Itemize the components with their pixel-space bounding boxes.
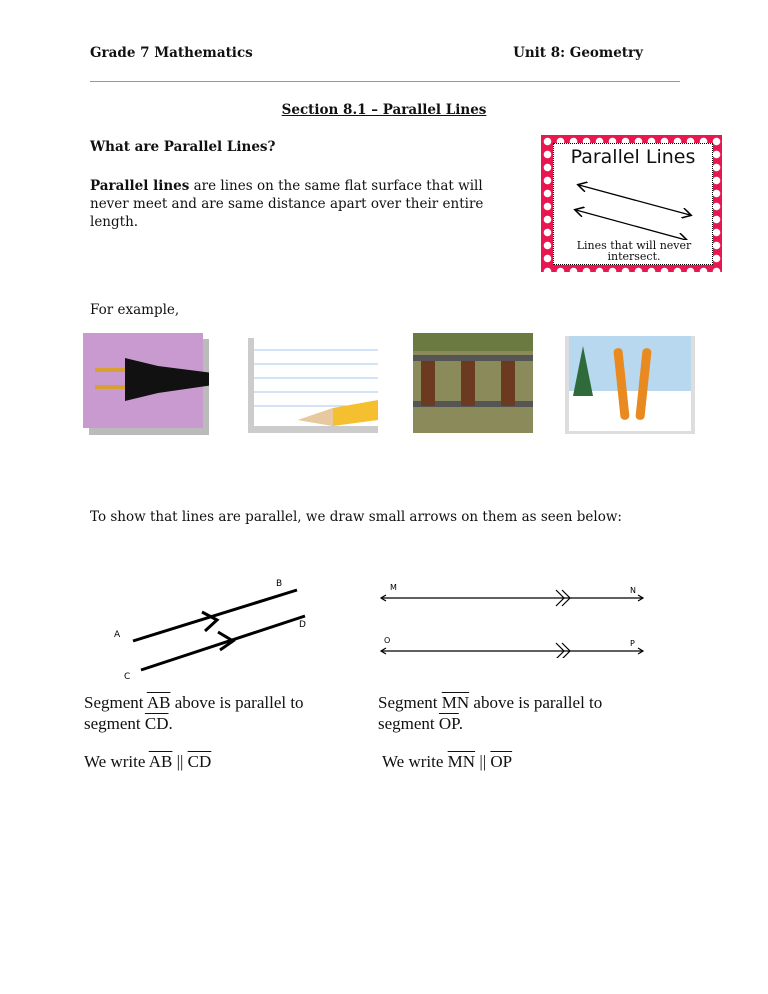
caption-text: above is parallel to (469, 693, 603, 712)
segment-ab: $\overline{AB}$ (146, 693, 171, 712)
parallel-symbol: || (475, 752, 491, 771)
label-o: O (384, 636, 391, 645)
notebook-pencil-image (248, 338, 378, 433)
card-inner (553, 143, 713, 265)
railroad-track-image (413, 333, 533, 433)
skis-image (565, 336, 695, 434)
plug-image (83, 333, 209, 435)
label-b: B (276, 579, 283, 589)
label-c: C (124, 672, 131, 682)
segment-op: $\overline{OP}$ (490, 752, 513, 771)
caption-text: Segment (84, 693, 147, 712)
segment-cd: $\overline{CD}$ (144, 714, 169, 733)
caption-text: segment (84, 714, 145, 733)
label-m: M (390, 583, 397, 592)
caption-text: above is parallel to (170, 693, 304, 712)
caption-text: . (168, 714, 173, 733)
parallel-lines-card (541, 135, 722, 272)
section-title-wrap (0, 102, 768, 118)
definition-term: Parallel lines (90, 178, 190, 194)
diagram1-caption (84, 692, 304, 772)
lines-mn-op-diagram (378, 578, 648, 658)
section-title: Section 8.1 – Parallel Lines (281, 102, 487, 118)
segments-ab-cd-diagram (105, 575, 315, 685)
definition-paragraph (90, 177, 510, 231)
segment-op: $\overline{OP}$ (438, 714, 459, 733)
label-n: N (630, 586, 636, 595)
card-arrows-icon (554, 170, 712, 240)
card-caption: Lines that will never intersect. (576, 239, 692, 263)
segment-mn: $\overline{MN}$ (447, 752, 476, 771)
header-course: Grade 7 Mathematics (90, 45, 253, 61)
caption-text: We write (382, 752, 448, 771)
diagram2-caption (378, 692, 602, 772)
label-d: D (299, 620, 306, 630)
caption-text: Segment (378, 693, 442, 712)
caption-text: segment (378, 714, 439, 733)
question-heading: What are Parallel Lines? (90, 139, 276, 155)
parallel-symbol: || (172, 752, 188, 771)
label-p: P (630, 639, 635, 648)
label-a: A (114, 630, 121, 640)
header-divider (90, 81, 680, 82)
segment-mn: $\overline{MN}$ (441, 693, 470, 712)
caption-text: . (458, 714, 464, 733)
show-arrows-text: To show that lines are parallel, we draw small arrows on them as seen below: (90, 509, 622, 525)
segment-ab: $\overline{AB}$ (148, 752, 173, 771)
card-title: Parallel Lines (570, 146, 696, 168)
segment-cd: $\overline{CD}$ (187, 752, 212, 771)
caption-text: We write (84, 752, 149, 771)
for-example-label: For example, (90, 302, 180, 318)
header-unit: Unit 8: Geometry (513, 45, 643, 61)
definition-text: are lines on the same flat surface that will never meet and are same distance apart over their entire length. (90, 178, 484, 230)
